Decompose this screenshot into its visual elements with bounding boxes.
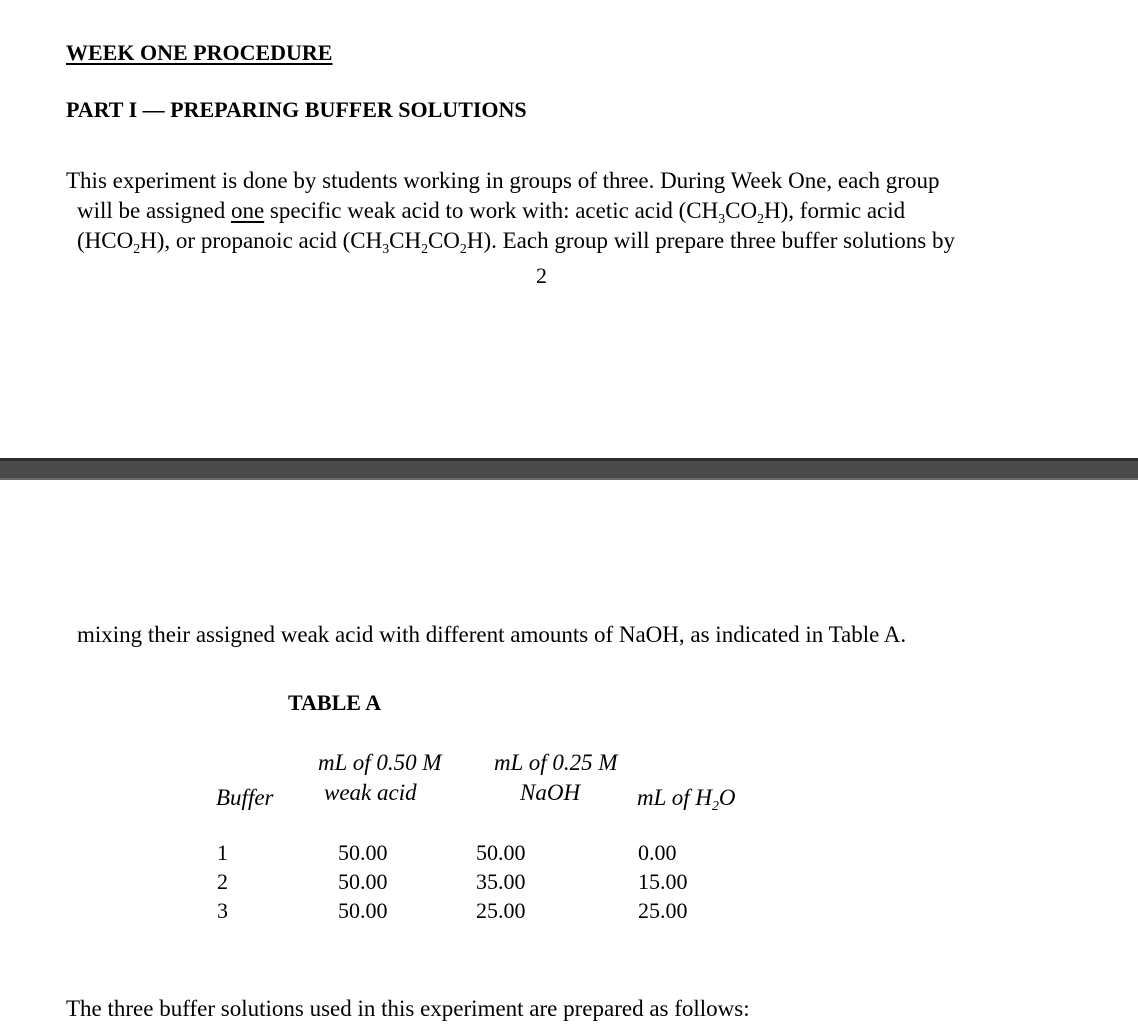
header-weak-acid-line-2: weak acid — [324, 780, 417, 805]
cell-weak-acid: 50.00 — [338, 840, 388, 865]
cell-water: 15.00 — [638, 869, 688, 894]
text-span: CO — [725, 198, 758, 223]
text-span: CO — [427, 228, 460, 253]
subscript: 3 — [382, 240, 390, 256]
text-span: will be assigned — [77, 198, 231, 223]
subscript: 2 — [712, 797, 719, 813]
text-span: mL of H — [637, 785, 712, 810]
paragraph-line-1: This experiment is done by students working in groups of three. During Week One, each group — [66, 168, 940, 193]
part-one-title: PART I — PREPARING BUFFER SOLUTIONS — [66, 97, 527, 122]
subscript: 3 — [718, 210, 726, 226]
subscript: 2 — [757, 210, 765, 226]
paragraph-table-intro: mixing their assigned weak acid with different amounts of NaOH, as indicated in Table A. — [77, 622, 907, 647]
paragraph-line-2 — [77, 196, 905, 226]
header-naoh-line-2: NaOH — [520, 780, 581, 805]
header-buffer: Buffer — [216, 785, 274, 810]
week-one-heading: WEEK ONE PROCEDURE — [66, 40, 333, 65]
text-span: H), formic acid — [764, 198, 906, 223]
text-span: specific weak acid to work with: acetic acid (CH — [264, 198, 719, 223]
cell-water: 0.00 — [638, 840, 677, 865]
text-span: H). Each group will prepare three buffer solutions by — [466, 228, 956, 253]
page-break-divider — [0, 458, 1138, 480]
header-weak-acid-line-1: mL of 0.50 M — [318, 750, 442, 775]
text-span: CH — [389, 228, 422, 253]
cell-weak-acid: 50.00 — [338, 869, 388, 894]
text-span: O — [718, 785, 736, 810]
cell-buffer: 1 — [217, 840, 228, 865]
subscript: 2 — [459, 240, 467, 256]
subscript: 2 — [133, 240, 141, 256]
paragraph-preparation-intro: The three buffer solutions used in this experiment are prepared as follows: — [66, 996, 750, 1021]
subscript: 2 — [421, 240, 428, 256]
cell-naoh: 50.00 — [476, 840, 526, 865]
header-naoh-line-1: mL of 0.25 M — [494, 750, 618, 775]
header-water — [637, 785, 736, 811]
text-span: (HCO — [77, 228, 134, 253]
cell-naoh: 35.00 — [476, 869, 526, 894]
table-title: TABLE A — [288, 690, 382, 715]
cell-buffer: 3 — [217, 898, 228, 923]
page-number: 2 — [536, 263, 547, 288]
cell-naoh: 25.00 — [476, 898, 526, 923]
emphasis-one: one — [230, 198, 265, 223]
text-span: H), or propanoic acid (CH — [140, 228, 383, 253]
cell-water: 25.00 — [638, 898, 688, 923]
paragraph-line-3 — [77, 226, 955, 256]
cell-weak-acid: 50.00 — [338, 898, 388, 923]
cell-buffer: 2 — [217, 869, 228, 894]
